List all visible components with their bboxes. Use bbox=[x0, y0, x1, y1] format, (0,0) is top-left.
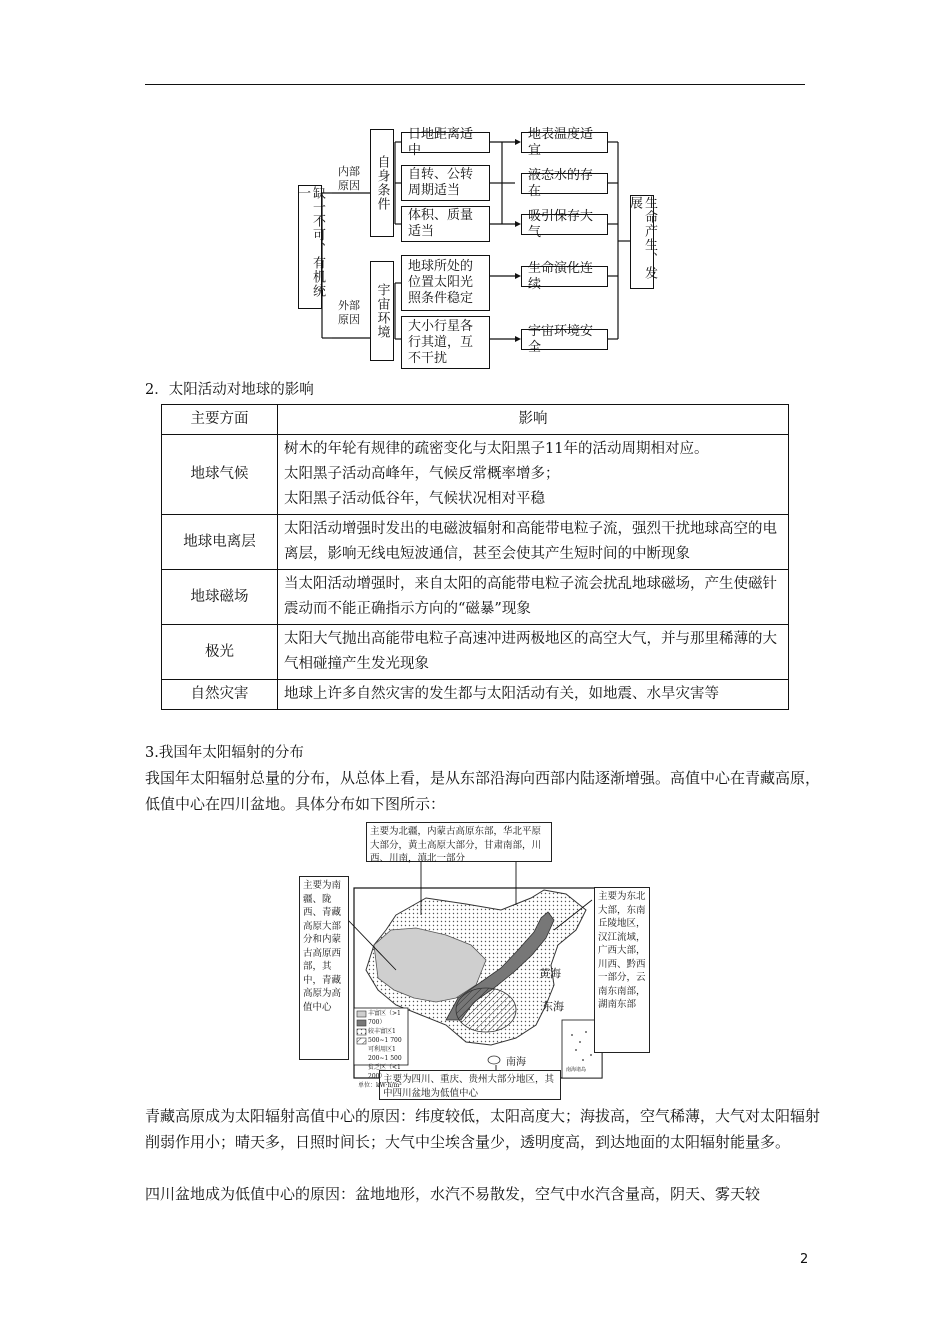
legend-swatch-usable bbox=[357, 1029, 366, 1035]
result-evolution: 生命演化连续 bbox=[521, 266, 608, 287]
legend-swatch-relatively-rich bbox=[357, 1020, 366, 1026]
sea-label-nanhai: 南海 bbox=[506, 1057, 526, 1068]
result-safety: 宇宙环境安全 bbox=[521, 329, 608, 350]
legend-item: 较丰富区1 500~1 700 bbox=[368, 1028, 402, 1044]
row-impact: 太阳大气抛出高能带电粒子高速冲进两极地区的高空大气，并与那里稀薄的大气相碰撞产生发光现象 bbox=[278, 625, 789, 680]
condition-planets: 大小行星各行其道，互不干扰 bbox=[401, 316, 490, 369]
row-impact: 当太阳活动增强时，来自太阳的高能带电粒子流会扰乱地球磁场，产生使磁针震动而不能正确指示方向的“磁暴”现象 bbox=[278, 570, 789, 625]
condition-rotation: 自转、公转周期适当 bbox=[401, 165, 490, 201]
row-aspect: 极光 bbox=[162, 625, 278, 680]
legend-swatch-rich bbox=[357, 1011, 366, 1017]
legend-item: 单位：kW·h/m² bbox=[358, 1082, 402, 1089]
header-rule bbox=[145, 84, 805, 85]
section-2-heading: 2．太阳活动对地球的影响 bbox=[145, 382, 314, 398]
condition-mass: 体积、质量适当 bbox=[401, 206, 490, 242]
solar-activity-table bbox=[161, 404, 789, 710]
col-header-impact: 影响 bbox=[278, 405, 789, 435]
table-row bbox=[162, 680, 789, 710]
poor-zone bbox=[456, 988, 516, 1032]
row-aspect: 地球电离层 bbox=[162, 515, 278, 570]
impact-line: 树木的年轮有规律的疏密变化与太阳黑子11年的活动周期相对应。 bbox=[284, 441, 709, 457]
map-label-right: 主要为东北大部，东南丘陵地区，汉江流域，广西大部，川西、黔西一部分，云南东南部，湖南东部 bbox=[594, 887, 650, 1053]
result-temperature: 地表温度适宜 bbox=[521, 132, 608, 153]
inset-label: 南海诸岛 bbox=[566, 1067, 587, 1073]
result-water: 液态水的存在 bbox=[521, 173, 608, 194]
table-row bbox=[162, 570, 789, 625]
root-box: 缺一不可、有机统一 bbox=[298, 185, 322, 309]
map-label-top: 主要为北疆，内蒙古高原东部，华北平原大部分，黄土高原大部分，甘肃南部，川西、川南，滇北一部分 bbox=[366, 822, 552, 862]
legend-item: 贫乏区（<1 200） bbox=[368, 1064, 401, 1080]
row-impact bbox=[278, 435, 789, 515]
row-aspect: 地球磁场 bbox=[162, 570, 278, 625]
result-atmosphere: 吸引保存大气 bbox=[521, 214, 608, 235]
legend-item: 丰富区（>1 700） bbox=[368, 1010, 401, 1026]
table-row bbox=[162, 515, 789, 570]
table-row bbox=[162, 435, 789, 515]
row-impact: 太阳活动增强时发出的电磁波辐射和高能带电粒子流，强烈干扰地球高空的电离层，影响无线电短波通信，甚至会使其产生短时间的中断现象 bbox=[278, 515, 789, 570]
cosmic-environment-box: 宇宙环境 bbox=[370, 261, 394, 361]
col-header-aspect: 主要方面 bbox=[162, 405, 278, 435]
row-impact: 地球上许多自然灾害的发生都与太阳活动有关，如地震、水旱灾害等 bbox=[278, 680, 789, 710]
condition-distance: 日地距离适中 bbox=[401, 132, 490, 153]
row-aspect: 自然灾害 bbox=[162, 680, 278, 710]
map-label-left: 主要为南疆、陇西、青藏高原大部分和内蒙古高原西部，其中，青藏高原为高值中心 bbox=[299, 876, 349, 1060]
solar-radiation-map bbox=[296, 820, 654, 1100]
impact-line: 太阳黑子活动低谷年，气候状况相对平稳 bbox=[284, 491, 545, 507]
external-cause-label: 外部原因 bbox=[338, 299, 360, 326]
sea-label-donghai: 东海 bbox=[542, 1000, 564, 1013]
table-header-row bbox=[162, 405, 789, 435]
page-number: 2 bbox=[800, 1252, 809, 1267]
row-aspect: 地球气候 bbox=[162, 435, 278, 515]
legend-item: 可利用区1 200~1 500 bbox=[368, 1046, 402, 1062]
section-3-high-reason: 青藏高原成为太阳辐射高值中心的原因：纬度较低，太阳高度大；海拔高，空气稀薄，大气对太阳辐射削弱作用小；晴天多，日照时间长；大气中尘埃含量少，透明度高，到达地面的太阳辐射能量多。 bbox=[145, 1107, 821, 1151]
life-result-box: 生命产生、发展 bbox=[630, 195, 654, 289]
section-3-intro: 我国年太阳辐射总量的分布，从总体上看，是从东部沿海向西部内陆逐渐增强。高值中心在青藏高原，低值中心在四川盆地。具体分布如下图所示： bbox=[145, 769, 821, 813]
map-label-bottom: 主要为四川、重庆、贵州大部分地区，其中四川盆地为低值中心 bbox=[379, 1070, 561, 1100]
impact-line: 太阳黑子活动高峰年，气候反常概率增多； bbox=[284, 466, 560, 482]
hainan-island bbox=[488, 1056, 500, 1064]
condition-position: 地球所处的位置太阳光照条件稳定 bbox=[401, 255, 490, 311]
sea-label-huanghai: 黄海 bbox=[539, 967, 561, 980]
legend-swatch-poor bbox=[357, 1038, 366, 1044]
section-3-heading: 3.我国年太阳辐射的分布 bbox=[145, 745, 304, 761]
table-row bbox=[162, 625, 789, 680]
internal-cause-label: 内部原因 bbox=[338, 165, 360, 192]
self-condition-box: 自身条件 bbox=[370, 129, 394, 237]
legend-text bbox=[358, 1009, 410, 1090]
section-3-low-reason: 四川盆地成为低值中心的原因：盆地地形，水汽不易散发，空气中水汽含量高，阴天、雾天较 bbox=[145, 1185, 761, 1203]
